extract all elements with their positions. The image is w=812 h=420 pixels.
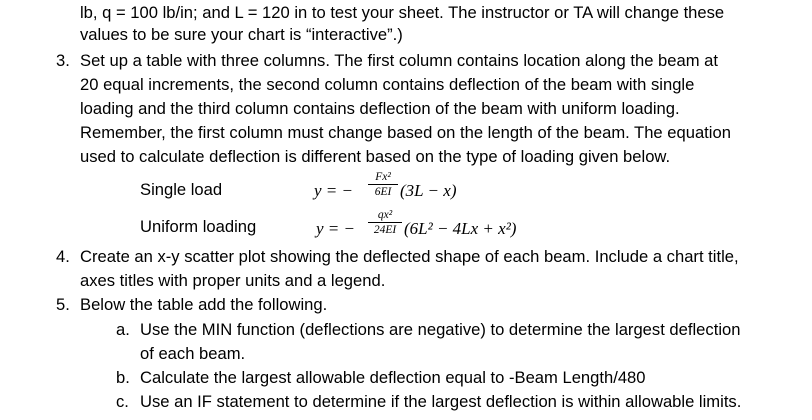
item-4-line-2: axes titles with proper units and a legend.: [80, 271, 386, 290]
single-load-fraction: [368, 171, 398, 198]
item-4-line-1: Create an x-y scatter plot showing the deflected shape of each beam. Include a chart title,: [80, 247, 739, 266]
uniform-loading-fraction: [368, 209, 402, 236]
item-3-line-3: loading and the third column contains deflection of the beam with uniform loading.: [80, 99, 680, 118]
uniform-loading-fraction-bar: [368, 222, 402, 223]
uniform-loading-denominator: 24EI: [373, 224, 397, 236]
subitem-a-marker: a.: [116, 320, 130, 339]
subitem-b-marker: b.: [116, 368, 130, 387]
single-load-denominator: 6EI: [374, 186, 392, 198]
subitem-c-line-1: Use an IF statement to determine if the largest deflection is within allowable limits.: [140, 392, 742, 411]
item-3-line-4: Remember, the first column must change based on the length of the beam. The equation: [80, 123, 731, 142]
intro-line-1: lb, q = 100 lb/in; and L = 120 in to test your sheet. The instructor or TA will change these: [80, 3, 725, 22]
uniform-loading-rhs: (6L² − 4Lx + x²): [404, 219, 517, 238]
uniform-loading-lhs: y = −: [316, 219, 355, 238]
single-load-numerator: Fx²: [375, 171, 391, 183]
item-5-line-1: Below the table add the following.: [80, 295, 328, 314]
subitem-a-line-2: of each beam.: [140, 344, 246, 363]
subitem-a-line-1: Use the MIN function (deflections are negative) to determine the largest deflection: [140, 320, 741, 339]
item-3-line-2: 20 equal increments, the second column contains deflection of the beam with single: [80, 75, 695, 94]
uniform-loading-numerator: qx²: [377, 209, 393, 221]
item-4-marker: 4.: [56, 247, 70, 266]
item-3-marker: 3.: [56, 51, 70, 70]
single-load-label: Single load: [140, 180, 223, 199]
uniform-loading-label: Uniform loading: [140, 217, 257, 236]
subitem-b-line-1: Calculate the largest allowable deflection equal to -Beam Length/480: [140, 368, 646, 387]
item-3-line-1: Set up a table with three columns. The first column contains location along the beam at: [80, 51, 718, 70]
single-load-lhs: y = −: [314, 181, 353, 200]
item-5-marker: 5.: [56, 295, 70, 314]
intro-line-2: values to be sure your chart is “interactive”.): [80, 25, 403, 44]
single-load-rhs: (3L − x): [400, 181, 457, 200]
subitem-c-marker: c.: [116, 392, 129, 411]
item-3-line-5: used to calculate deflection is different based on the type of loading given below.: [80, 147, 671, 166]
single-load-fraction-bar: [368, 184, 398, 185]
